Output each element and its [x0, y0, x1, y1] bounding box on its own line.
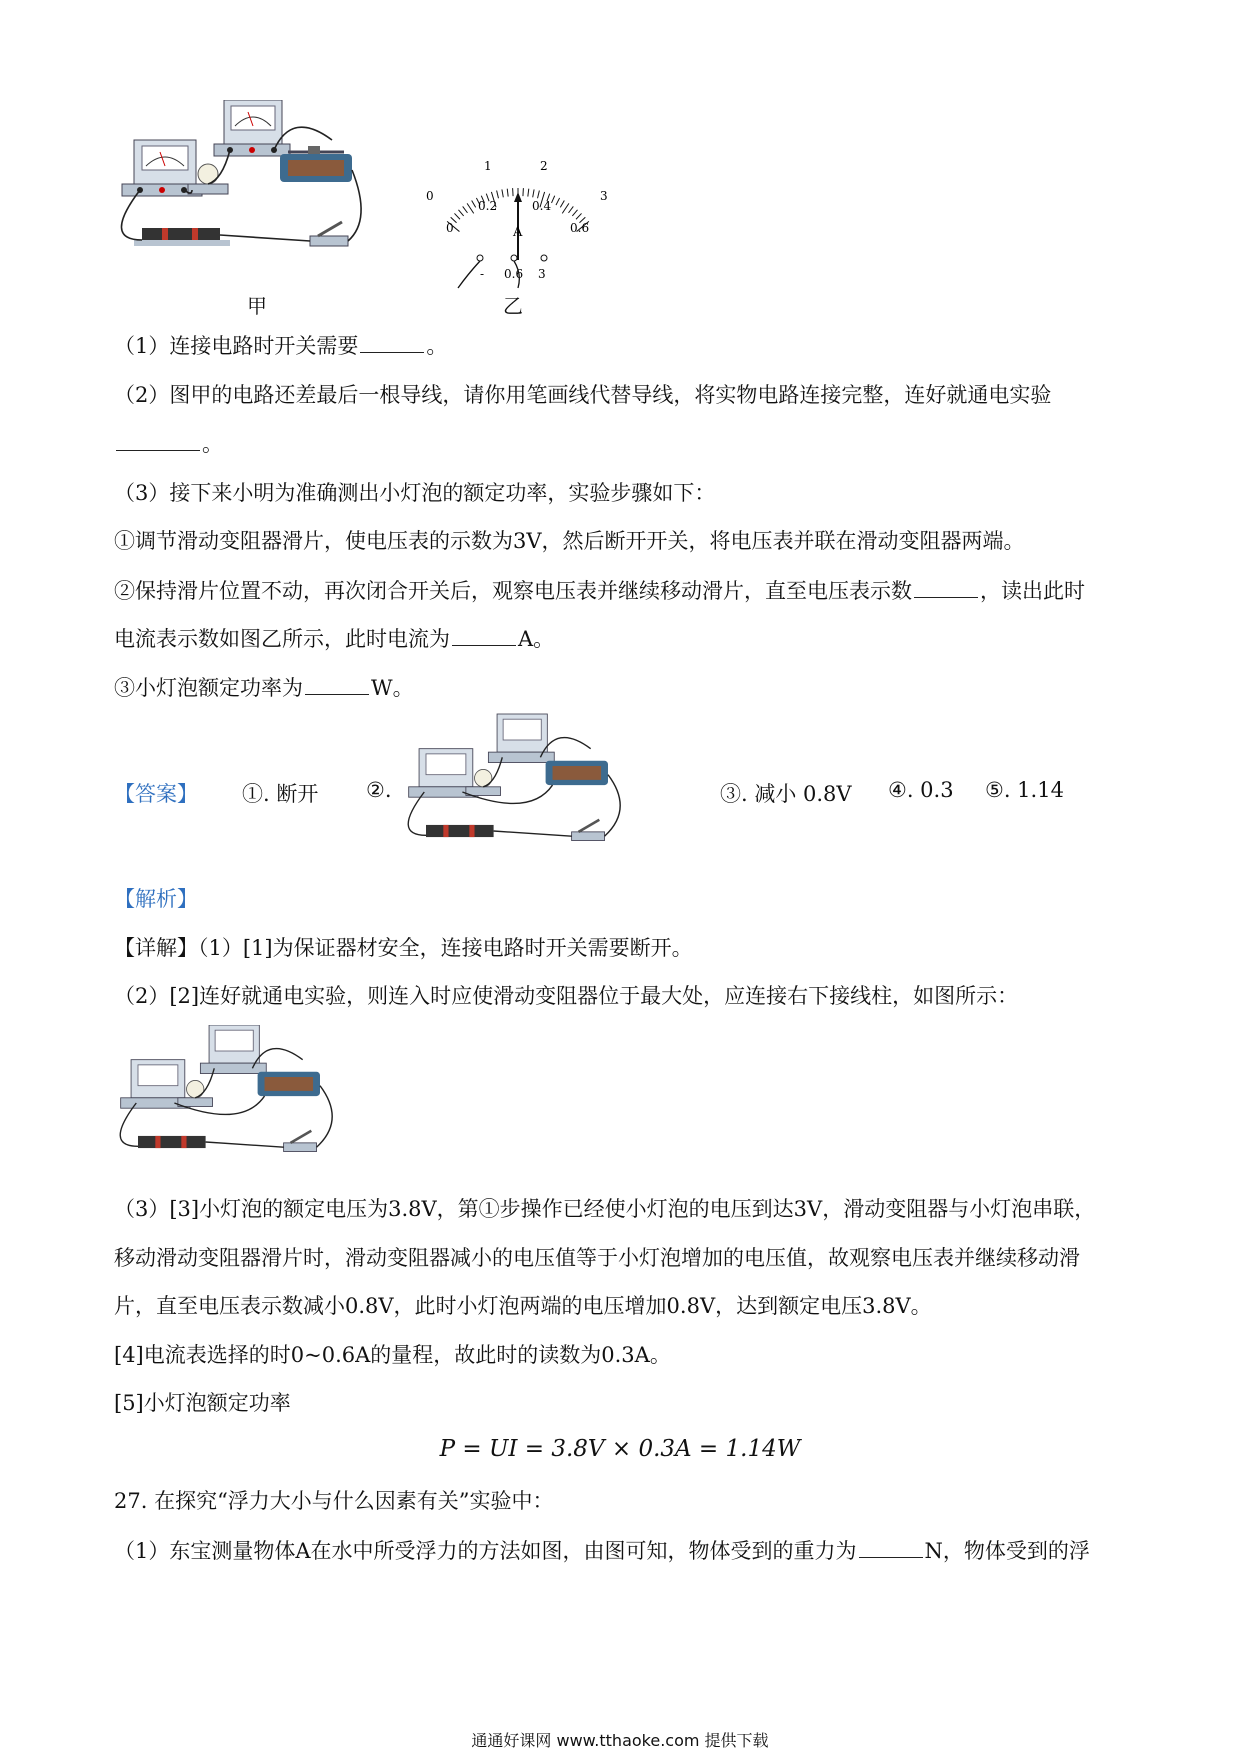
analysis-detail-3-line-2: 移动滑动变阻器滑片时，滑动变阻器减小的电压值等于小灯泡增加的电压值，故观察电压表并继续移动滑: [114, 1246, 1080, 1270]
battery-icon: [134, 228, 230, 246]
dial-tick: [538, 191, 540, 199]
answer-2: ②.: [366, 778, 392, 802]
dial-tick: [562, 203, 569, 213]
dial-tick: [497, 191, 499, 199]
dial-tick: [463, 206, 468, 212]
dial-tick: [454, 213, 460, 219]
scale-top-3: 3: [600, 189, 608, 203]
dial-tick: [533, 189, 534, 197]
battery-icon: [138, 1136, 206, 1148]
dial-tick: [556, 198, 560, 205]
rheostat-icon: [280, 146, 352, 182]
dial-tick: [502, 189, 503, 197]
power-formula: P = UI = 3.8V × 0.3A = 1.14W: [439, 1436, 801, 1462]
circuit-diagram-jia: [112, 100, 412, 280]
scale-top-1: 1: [484, 159, 492, 173]
dial-tick: [458, 210, 463, 216]
analysis-detail-3-line-3: 片，直至电压表示数减小0.8V，此时小灯泡两端的电压增加0.8V，达到额定电压3.8V。: [114, 1294, 932, 1318]
caption-jia: 甲: [247, 294, 267, 318]
rheostat-icon: [546, 761, 608, 785]
question-3-step-2: ②保持滑片位置不动，再次闭合开关后，观察电压表并继续移动滑片，直至电压表示数 ，读出此时: [114, 575, 1085, 606]
terminal-minus: -: [480, 267, 485, 281]
dial-tick: [569, 206, 574, 212]
question-3-step-3: ③小灯泡额定功率为 W。: [114, 672, 414, 703]
answer-4: ④. 0.3: [888, 778, 954, 802]
answer-5: ⑤. 1.14: [985, 778, 1064, 802]
circuit-diagram-solution: [112, 1025, 372, 1181]
scale-bottom-1: 0.2: [478, 199, 498, 213]
rheostat-icon: [258, 1072, 320, 1096]
answer-label: 【答案】: [114, 782, 198, 806]
terminal-3: 3: [538, 267, 546, 281]
caption-yi: 乙: [503, 294, 523, 318]
scale-top-2: 2: [540, 159, 548, 173]
ammeter-dial-yi: [418, 150, 618, 290]
analysis-detail-3-line-1: （3）[3]小灯泡的额定电压为3.8V，第①步操作已经使小灯泡的电压到达3V，滑动变阻器与小灯泡串联，: [114, 1197, 1096, 1221]
switch-icon: [572, 820, 605, 841]
terminal-0.6: 0.6: [504, 267, 524, 281]
dial-unit: A: [513, 225, 523, 240]
question-27-part-1: （1）东宝测量物体A在水中所受浮力的方法如图，由图可知，物体受到的重力为 N，物体受到的浮: [114, 1535, 1090, 1566]
analysis-detail-4: [4]电流表选择的时0~0.6A的量程，故此时的读数为0.3A。: [114, 1343, 671, 1367]
switch-icon: [310, 222, 348, 246]
analysis-detail-2: （2）[2]连好就通电实验，则连入时应使滑动变阻器位于最大处，应连接右下接线柱，如图所示：: [114, 984, 1019, 1008]
answer-3: ③. 减小 0.8V: [720, 782, 852, 806]
dial-tick: [576, 213, 582, 219]
dial-tick: [472, 201, 476, 208]
dial-tick: [528, 189, 529, 197]
analysis-detail-5: [5]小灯泡额定功率: [114, 1391, 291, 1415]
voltmeter-icon: [488, 714, 554, 763]
scale-bottom-3: 0.6: [570, 221, 590, 235]
answer-1: ①. 断开: [242, 782, 319, 806]
question-2-blank: 。: [114, 428, 223, 459]
question-27-title: 27. 在探究“浮力大小与什么因素有关”实验中：: [114, 1489, 554, 1513]
question-1: （1）连接电路时开关需要 。: [114, 330, 447, 361]
question-3-step-2-cont: 电流表示数如图乙所示，此时电流为 A。: [114, 623, 554, 654]
question-2: （2）图甲的电路还差最后一根导线，请你用笔画线代替导线，将实物电路连接完整，连好就通电实验: [114, 383, 1052, 407]
voltmeter-icon: [214, 100, 290, 156]
circuit-diagram-answer: [400, 712, 660, 872]
question-3-intro: （3）接下来小明为准确测出小灯泡的额定功率，实验步骤如下：: [114, 481, 716, 505]
analysis-detail-1: 【详解】（1）[1]为保证器材安全，连接电路时开关需要断开。: [114, 936, 693, 960]
voltmeter-icon: [200, 1025, 266, 1074]
scale-bottom-2: 0.4: [532, 199, 552, 213]
question-3-step-1: ①调节滑动变阻器滑片，使电压表的示数为3V，然后断开开关，将电压表并联在滑动变阻器两端。: [114, 529, 1025, 553]
page-footer: 通通好课网 www.tthaoke.com 提供下载: [471, 1731, 769, 1750]
battery-icon: [426, 825, 494, 837]
switch-icon: [284, 1131, 317, 1152]
dial-tick: [552, 196, 555, 203]
analysis-label: 【解析】: [114, 887, 198, 911]
dial-tick: [507, 189, 508, 197]
scale-top-0: 0: [426, 189, 434, 203]
scale-bottom-0: 0: [446, 221, 454, 235]
dial-tick: [467, 203, 474, 213]
dial-tick: [572, 210, 577, 216]
dial-tick: [560, 201, 564, 208]
